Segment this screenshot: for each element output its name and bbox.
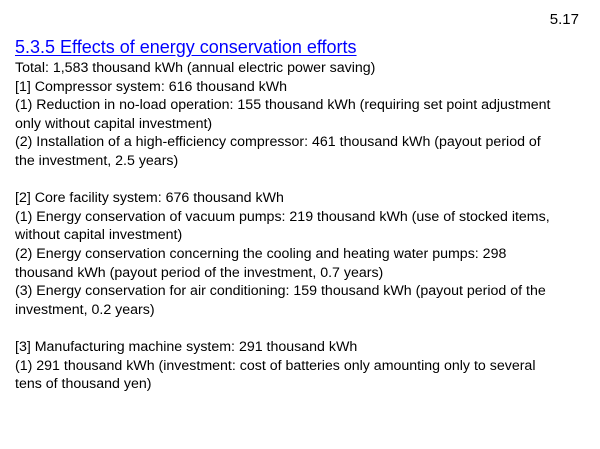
core-item-2-line-1: (2) Energy conservation concerning the cooling and heating water pumps: 298 (15, 245, 507, 262)
compressor-item-2-line-1: (2) Installation of a high-efficiency compressor: 461 thousand kWh (payout period of (15, 134, 541, 151)
page-number: 5.17 (549, 11, 579, 28)
section-heading-manufacturing: [3] Manufacturing machine system: 291 thousand kWh (15, 338, 358, 355)
slide-title: 5.3.5 Effects of energy conservation efforts (15, 37, 357, 57)
core-item-3-line-2: investment, 0.2 years) (15, 301, 155, 318)
section-heading-core-facility: [2] Core facility system: 676 thousand kWh (15, 190, 284, 207)
core-item-1-line-1: (1) Energy conservation of vacuum pumps: 219 thousand kWh (use of stocked items, (15, 208, 550, 225)
core-item-1-line-2: without capital investment) (15, 227, 183, 244)
compressor-item-1-line-2: only without capital investment) (15, 115, 213, 132)
compressor-item-1-line-1: (1) Reduction in no-load operation: 155 thousand kWh (requiring set point adjustment (15, 97, 551, 114)
section-spacer (15, 171, 593, 190)
compressor-item-2-line-2: the investment, 2.5 years) (15, 152, 179, 169)
core-item-2-line-2: thousand kWh (payout period of the investment, 0.7 years) (15, 264, 384, 281)
manufacturing-item-1-line-1: (1) 291 thousand kWh (investment: cost of batteries only amounting only to several (15, 357, 536, 374)
section-heading-compressor: [1] Compressor system: 616 thousand kWh (15, 78, 288, 95)
total-summary: Total: 1,583 thousand kWh (annual electric power saving) (15, 60, 376, 76)
manufacturing-item-1-line-2: tens of thousand yen) (15, 376, 152, 393)
section-spacer (15, 319, 593, 338)
core-item-3-line-1: (3) Energy conservation for air conditioning: 159 thousand kWh (payout period of the (15, 283, 546, 300)
slide-body (15, 59, 593, 394)
